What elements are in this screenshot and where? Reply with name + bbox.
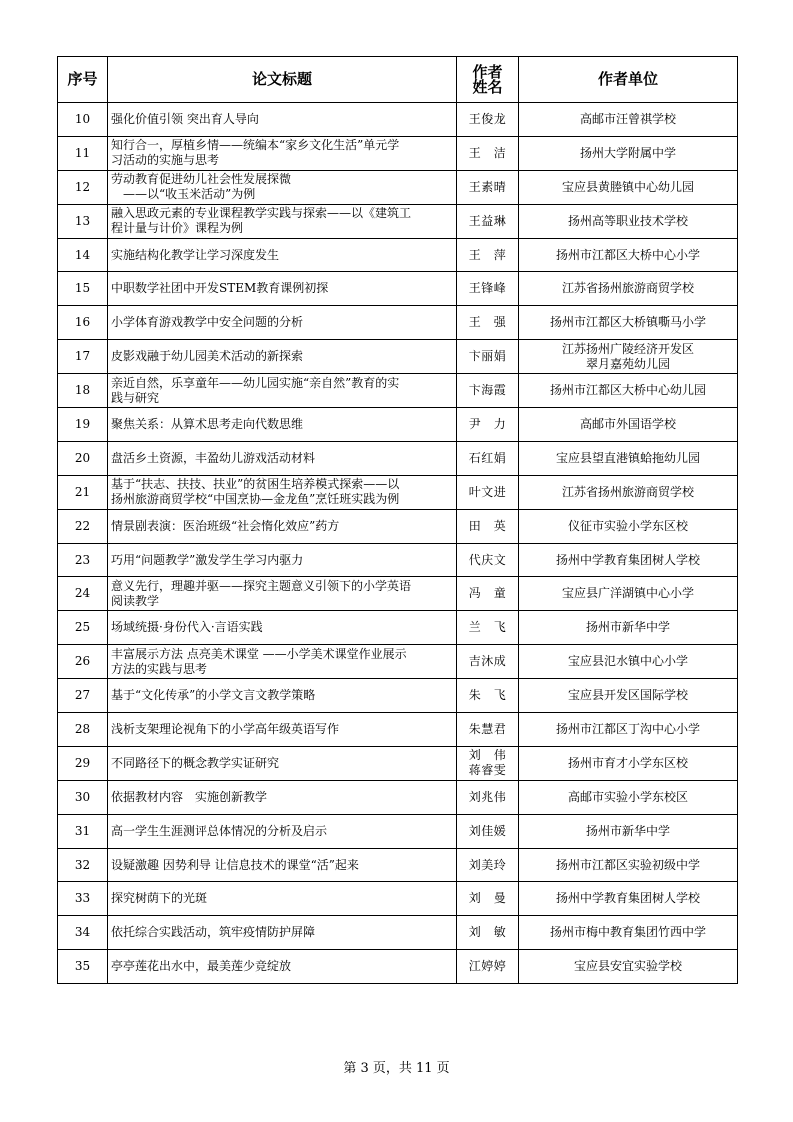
table-row: [58, 509, 738, 543]
table-row: [58, 780, 738, 814]
cell-unit: [519, 814, 738, 848]
cell-author-line: 冯 童: [468, 586, 507, 601]
cell-title: [108, 950, 457, 984]
cell-author-line: 刘 曼: [468, 891, 507, 906]
cell-author-line: 叶文进: [468, 484, 507, 499]
cell-title: [108, 611, 457, 645]
table-row: [58, 679, 738, 713]
cell-unit: [519, 475, 738, 509]
cell-title-line: 依托综合实践活动，筑牢疫情防护屏障: [111, 925, 316, 940]
cell-title: [108, 340, 457, 374]
cell-unit-line: 扬州市新华中学: [585, 620, 670, 635]
cell-unit: [519, 950, 738, 984]
cell-title-line: 中职数学社团中开发STEM教育课例初探: [111, 281, 329, 296]
cell-no: 15: [58, 272, 108, 306]
cell-title: [108, 746, 457, 780]
cell-author: [457, 272, 519, 306]
cell-no: 12: [58, 170, 108, 204]
header-author: [457, 57, 519, 103]
cell-no: 25: [58, 611, 108, 645]
header-no: 序号: [58, 57, 108, 103]
cell-title: [108, 645, 457, 679]
cell-no: 32: [58, 848, 108, 882]
cell-title-line: 阅读教学: [111, 593, 160, 608]
cell-no: 13: [58, 204, 108, 238]
cell-author: [457, 679, 519, 713]
cell-author-line: 江婷婷: [468, 959, 507, 974]
cell-author: [457, 136, 519, 170]
cell-unit-line: 江苏省扬州旅游商贸学校: [561, 484, 694, 499]
cell-unit-line: 扬州市江都区实验初级中学: [555, 857, 700, 872]
cell-unit-line: 扬州市新华中学: [585, 823, 670, 838]
cell-author: [457, 441, 519, 475]
cell-author-line: 王 萍: [468, 247, 507, 262]
table-row: [58, 814, 738, 848]
cell-author-line: 代庆文: [468, 552, 507, 567]
cell-author: [457, 713, 519, 747]
cell-author: [457, 950, 519, 984]
header-author-line2: 姓名: [472, 77, 503, 96]
cell-title: [108, 882, 457, 916]
cell-author: [457, 340, 519, 374]
cell-title-line: 基于“扶志、扶技、扶业”的贫困生培养模式探索——以: [111, 477, 400, 492]
cell-author-line: 刘美玲: [468, 857, 507, 872]
cell-unit-line: 扬州中学教育集团树人学校: [555, 552, 700, 567]
cell-unit-line: 宝应县开发区国际学校: [567, 688, 688, 703]
cell-title-line: 融入思政元素的专业课程教学实践与探索——以《建筑工: [111, 206, 412, 221]
cell-no: 21: [58, 475, 108, 509]
page-number: 第 3 页，共 11 页: [343, 1061, 450, 1076]
cell-title: [108, 679, 457, 713]
cell-author-line: 尹 力: [468, 416, 507, 431]
cell-author-line: 王益琳: [468, 213, 507, 228]
table-row: [58, 577, 738, 611]
cell-author-line: 吉沐成: [468, 654, 507, 669]
table-row: [58, 374, 738, 408]
cell-title-line: 浅析支架理论视角下的小学高年级英语写作: [111, 721, 340, 736]
cell-title-line: 劳动教育促进幼儿社会性发展探微: [111, 172, 292, 187]
cell-author: [457, 204, 519, 238]
cell-title-line: 强化价值引领 突出育人导向: [111, 111, 259, 126]
cell-author-line: 朱慧君: [468, 721, 507, 736]
table-row: [58, 882, 738, 916]
cell-title-line: 情景剧表演：医治班级“社会惰化效应”药方: [111, 518, 340, 533]
cell-unit: [519, 238, 738, 272]
cell-author: [457, 577, 519, 611]
cell-no: 33: [58, 882, 108, 916]
cell-author: [457, 882, 519, 916]
cell-title: [108, 509, 457, 543]
table-row: [58, 848, 738, 882]
cell-unit: [519, 306, 738, 340]
cell-no: 11: [58, 136, 108, 170]
cell-title-line: 丰富展示方法 点亮美术课堂 ——小学美术课堂作业展示: [111, 646, 407, 661]
cell-title-line: 亭亭莲花出水中，最美莲少竞绽放: [111, 959, 292, 974]
cell-unit: [519, 848, 738, 882]
table-row: [58, 746, 738, 780]
cell-title-line: 践与研究: [111, 390, 160, 405]
cell-author: [457, 103, 519, 137]
cell-title-line: ——以“收玉米活动”为例: [111, 187, 256, 202]
cell-author: [457, 170, 519, 204]
cell-author: [457, 509, 519, 543]
cell-title-line: 扬州旅游商贸学校“中国烹协—金龙鱼”烹饪班实践为例: [111, 492, 400, 507]
cell-title: [108, 543, 457, 577]
cell-title-line: 不同路径下的概念教学实证研究: [111, 755, 280, 770]
cell-author: [457, 916, 519, 950]
cell-title-line: 巧用“问题教学”激发学生学习内驱力: [111, 552, 304, 567]
table-row: [58, 204, 738, 238]
cell-author-line: 刘 敏: [468, 925, 507, 940]
cell-author-line: 田 英: [468, 518, 507, 533]
cell-author: [457, 374, 519, 408]
cell-title-line: 皮影戏融于幼儿园美术活动的新探索: [111, 349, 304, 364]
cell-title-line: 亲近自然，乐享童年——幼儿园实施“亲自然”教育的实: [111, 375, 400, 390]
header-title: 论文标题: [108, 57, 457, 103]
cell-unit: [519, 679, 738, 713]
cell-title: [108, 441, 457, 475]
cell-no: 20: [58, 441, 108, 475]
cell-no: 27: [58, 679, 108, 713]
cell-author: [457, 746, 519, 780]
cell-unit-line: 高邮市实验小学东校区: [567, 789, 688, 804]
cell-title: [108, 204, 457, 238]
cell-author: [457, 814, 519, 848]
cell-title-line: 方法的实践与思考: [111, 661, 208, 676]
cell-title: [108, 374, 457, 408]
cell-unit-line: 扬州市江都区大桥中心幼儿园: [549, 383, 706, 398]
cell-no: 10: [58, 103, 108, 137]
cell-unit-line: 扬州大学附属中学: [579, 145, 676, 160]
cell-author: [457, 611, 519, 645]
cell-no: 26: [58, 645, 108, 679]
cell-no: 23: [58, 543, 108, 577]
cell-unit: [519, 170, 738, 204]
cell-unit: [519, 374, 738, 408]
cell-unit-line: 宝应县广洋湖镇中心小学: [561, 586, 694, 601]
cell-author: [457, 848, 519, 882]
cell-title-line: 高一学生生涯测评总体情况的分析及启示: [111, 823, 328, 838]
cell-unit-line: 宝应县望直港镇蛤拖幼儿园: [555, 450, 700, 465]
cell-author-line: 王俊龙: [468, 111, 507, 126]
table-row: [58, 611, 738, 645]
cell-author-line: 卞丽娟: [468, 349, 507, 364]
cell-title: [108, 713, 457, 747]
cell-no: 17: [58, 340, 108, 374]
cell-unit-line: 江苏扬州广陵经济开发区: [561, 341, 694, 356]
cell-unit-line: 宝应县黄塍镇中心幼儿园: [561, 179, 694, 194]
cell-no: 34: [58, 916, 108, 950]
cell-title-line: 基于“文化传承”的小学文言文教学策略: [111, 688, 316, 703]
table-body: [58, 103, 738, 984]
cell-author: [457, 238, 519, 272]
cell-unit: [519, 204, 738, 238]
cell-no: 29: [58, 746, 108, 780]
cell-unit-line: 高邮市汪曾祺学校: [579, 111, 676, 126]
cell-title-line: 知行合一，厚植乡情——统编本“家乡文化生活”单元学: [111, 138, 400, 153]
cell-author-line: 石红娟: [468, 450, 507, 465]
table-row: [58, 136, 738, 170]
cell-title-line: 程计量与计价》课程为例: [111, 221, 244, 236]
table-row: [58, 713, 738, 747]
table-row: [58, 645, 738, 679]
header-unit: 作者单位: [519, 57, 738, 103]
paper-list-table: [57, 56, 738, 984]
table-row: [58, 170, 738, 204]
cell-author: [457, 645, 519, 679]
cell-title-line: 设疑激趣 因势利导 让信息技术的课堂“活”起来: [111, 857, 359, 872]
cell-unit: [519, 713, 738, 747]
cell-unit-line: 江苏省扬州旅游商贸学校: [561, 281, 694, 296]
cell-no: 35: [58, 950, 108, 984]
cell-unit: [519, 916, 738, 950]
cell-unit: [519, 611, 738, 645]
cell-unit: [519, 340, 738, 374]
cell-unit-line: 扬州市梅中教育集团竹西中学: [549, 925, 706, 940]
cell-unit: [519, 746, 738, 780]
cell-no: 30: [58, 780, 108, 814]
cell-unit: [519, 408, 738, 442]
cell-author-line: 刘佳媛: [468, 823, 507, 838]
table-row: [58, 441, 738, 475]
table-row: [58, 543, 738, 577]
table-row: [58, 103, 738, 137]
cell-author-line: 刘兆伟: [468, 789, 507, 804]
cell-unit-line: 扬州市江都区大桥镇嘶马小学: [549, 315, 706, 330]
table-row: [58, 950, 738, 984]
cell-unit-line: 高邮市外国语学校: [579, 416, 676, 431]
cell-author: [457, 306, 519, 340]
cell-no: 31: [58, 814, 108, 848]
cell-unit-line: 扬州中学教育集团树人学校: [555, 891, 700, 906]
cell-title-line: 习活动的实施与思考: [111, 153, 220, 168]
cell-author-line: 王素晴: [468, 179, 507, 194]
cell-title: [108, 916, 457, 950]
cell-unit: [519, 136, 738, 170]
table-row: [58, 306, 738, 340]
cell-title: [108, 848, 457, 882]
cell-unit: [519, 882, 738, 916]
cell-title: [108, 408, 457, 442]
cell-title-line: 聚焦关系：从算术思考走向代数思维: [111, 416, 304, 431]
cell-title-line: 小学体育游戏教学中安全问题的分析: [111, 315, 304, 330]
cell-no: 24: [58, 577, 108, 611]
cell-unit: [519, 577, 738, 611]
table-row: [58, 408, 738, 442]
cell-unit: [519, 103, 738, 137]
cell-title: [108, 306, 457, 340]
cell-title: [108, 103, 457, 137]
cell-title-line: 盘活乡土资源，丰盈幼儿游戏活动材料: [111, 450, 316, 465]
table-row: [58, 340, 738, 374]
cell-title-line: 实施结构化教学让学习深度发生: [111, 247, 280, 262]
cell-no: 18: [58, 374, 108, 408]
cell-unit: [519, 441, 738, 475]
table-row: [58, 238, 738, 272]
cell-title: [108, 170, 457, 204]
cell-unit-line: 宝应县氾水镇中心小学: [567, 654, 688, 669]
cell-unit: [519, 509, 738, 543]
header-row: [58, 57, 738, 103]
table-row: [58, 475, 738, 509]
cell-unit: [519, 645, 738, 679]
cell-title-line: 场域统摄·身份代入·言语实践: [111, 620, 263, 635]
cell-author-line: 卞海霞: [468, 383, 507, 398]
cell-author-line: 王 强: [468, 315, 507, 330]
cell-title: [108, 577, 457, 611]
cell-no: 16: [58, 306, 108, 340]
cell-no: 22: [58, 509, 108, 543]
cell-author: [457, 408, 519, 442]
cell-title: [108, 814, 457, 848]
cell-unit-line: 扬州市育才小学东区校: [567, 755, 688, 770]
cell-title: [108, 475, 457, 509]
cell-title: [108, 272, 457, 306]
cell-unit: [519, 780, 738, 814]
cell-title-line: 意义先行，理趣并驱——探究主题意义引领下的小学英语: [111, 578, 412, 593]
cell-no: 19: [58, 408, 108, 442]
cell-unit: [519, 272, 738, 306]
cell-title: [108, 238, 457, 272]
cell-unit-line: 翠月嘉苑幼儿园: [585, 356, 670, 371]
cell-unit-line: 扬州市江都区丁沟中心小学: [555, 721, 700, 736]
cell-unit-line: 扬州高等职业技术学校: [567, 213, 688, 228]
cell-author-line: 王锋峰: [468, 281, 507, 296]
cell-title: [108, 136, 457, 170]
cell-author: [457, 475, 519, 509]
cell-author-line: 王 洁: [468, 145, 507, 160]
header-author-line1: 作者: [472, 62, 503, 81]
cell-title: [108, 780, 457, 814]
cell-title-line: 依据教材内容 实施创新教学: [111, 789, 268, 804]
cell-author-line: 兰 飞: [468, 620, 507, 635]
cell-author: [457, 543, 519, 577]
cell-no: 14: [58, 238, 108, 272]
cell-author-line: 朱 飞: [468, 688, 507, 703]
cell-unit-line: 宝应县安宜实验学校: [573, 959, 682, 974]
table-row: [58, 272, 738, 306]
cell-author-line: 刘 伟: [468, 748, 507, 763]
cell-author-line: 蒋睿雯: [468, 763, 507, 778]
table-row: [58, 916, 738, 950]
cell-unit-line: 仪征市实验小学东区校: [567, 518, 688, 533]
cell-no: 28: [58, 713, 108, 747]
cell-unit: [519, 543, 738, 577]
cell-unit-line: 扬州市江都区大桥中心小学: [555, 247, 700, 262]
cell-author: [457, 780, 519, 814]
cell-title-line: 探究树荫下的光斑: [111, 891, 208, 906]
